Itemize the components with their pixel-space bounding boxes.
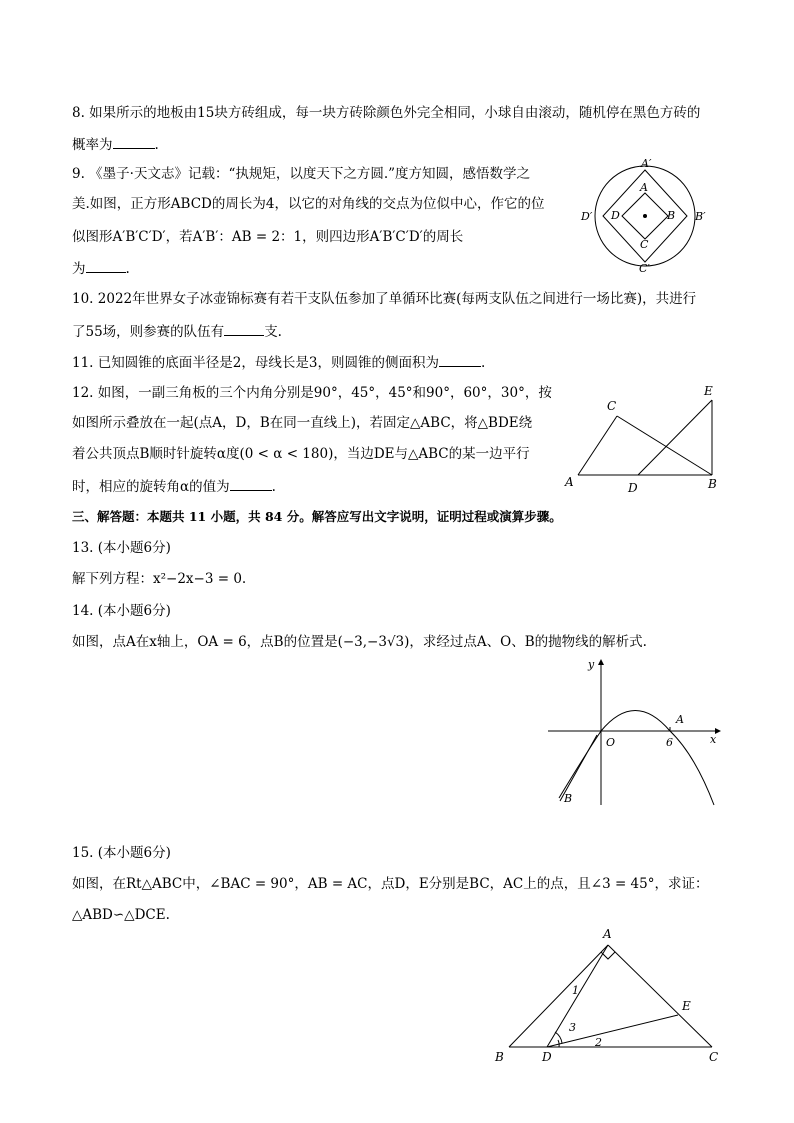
q15-line1: 如图，在Rt△ABC中，∠BAC = 90°，AB = AC，点D，E分别是BC，AC上的点，且∠3 = 45°，求证： [72, 876, 709, 892]
q12-label-d: D [628, 481, 638, 495]
q12-label-a: A [565, 475, 574, 489]
q14-label-b: B [564, 792, 573, 805]
q10-line2 [72, 321, 282, 342]
q12-line2: 如图所示叠放在一起(点A，D，B在同一直线上)，若固定△ABC，将△BDE绕 [72, 415, 533, 431]
q14-label-x: x [710, 733, 717, 746]
q15-angle-1: 1 [572, 984, 579, 997]
q15-label-b: B [495, 1050, 504, 1064]
q9-answer-blank [86, 258, 126, 273]
q9-line2: 美.如图，正方形ABCD的周长为4，以它的对角线的交点为位似中心，作它的位 [72, 196, 545, 212]
q15-label-e: E [682, 999, 691, 1013]
q12-line1: 12. 如图，一副三角板的三个内角分别是90°，45°，45°和90°，60°，30°，按 [72, 385, 552, 401]
q9-label-b: B [667, 209, 676, 222]
q10-line1: 10. 2022年世界女子冰壶锦标赛有若干支队伍参加了单循环比赛(每两支队伍之间进行一场比赛)，共进行 [72, 291, 697, 307]
q15-line2: △ABD∽△DCE. [72, 907, 170, 923]
q8-text: 概率为 [72, 137, 113, 153]
q8-line2 [72, 134, 159, 155]
q15-label-d: D [542, 1050, 552, 1064]
q14-label-y: y [588, 658, 595, 671]
q15-header: 15. (本小题6分) [72, 845, 171, 861]
q15-figure [490, 920, 730, 1070]
q14-label-6: 6 [666, 736, 673, 749]
q8-answer-blank [113, 134, 155, 149]
q9-label-a: A [640, 181, 648, 194]
q11-answer-blank [439, 352, 481, 367]
q15-angle-2: 2 [595, 1036, 602, 1049]
q12-answer-blank [230, 476, 272, 491]
q14-body: 如图，点A在x轴上，OA = 6，点B的位置是(−3,−3√3)，求经过点A、O、B的抛物线的解析式. [72, 634, 647, 650]
q9-figure [575, 155, 715, 280]
q15-label-c: C [709, 1050, 719, 1064]
q9-label-d: D [611, 209, 620, 222]
q14-label-a: A [676, 713, 684, 726]
q12-label-e: E [704, 384, 713, 398]
q8-end: . [154, 137, 159, 153]
q9-label-c-prime: C′ [639, 262, 650, 275]
q12-figure [560, 378, 730, 498]
q9-line3: 似图形A′B′C′D′，若A′B′：AB = 2：1，则四边形A′B′C′D′的周长 [72, 229, 464, 245]
q15-angle-3: 3 [569, 1021, 576, 1034]
q9-label-c: C [640, 238, 649, 251]
q9-label-a-prime: A′ [641, 157, 652, 170]
section-3-heading: 三、解答题：本题共 11 小题，共 84 分。解答应写出文字说明，证明过程或演算步骤。 [72, 509, 562, 524]
q9-line4 [72, 258, 130, 279]
q11-end: . [480, 355, 486, 371]
q14-figure [545, 655, 725, 807]
q11-line1 [72, 352, 485, 373]
q12-label-c: C [607, 399, 617, 413]
q12-line4 [72, 476, 276, 497]
q8-line1: 8. 如果所示的地板由15块方砖组成，每一块方砖除颜色外完全相同，小球自由滚动，随机停在黑色方砖的 [72, 105, 701, 121]
q13-body: 解下列方程：x²−2x−3 = 0. [72, 571, 247, 587]
q10-end: 支. [264, 324, 282, 340]
q12-end: . [271, 479, 276, 495]
q12-line3: 着公共顶点B顺时针旋转α度(0 < α < 180)，当边DE与△ABC的某一边平行 [72, 446, 530, 462]
q15-label-a: A [603, 927, 612, 941]
q13-header: 13. (本小题6分) [72, 540, 171, 556]
q9-label-d-prime: D′ [581, 210, 593, 223]
q9-label-b-prime: B′ [695, 210, 706, 223]
q11-text: 11. 已知圆锥的底面半径是2，母线长是3，则圆锥的侧面积为 [72, 355, 439, 371]
q9-line1: 9. 《墨子·天文志》记载：“执规矩，以度天下之方圆.”度方知圆，感悟数学之 [72, 166, 531, 182]
q9-text: 为 [72, 261, 86, 277]
q14-header: 14. (本小题6分) [72, 603, 171, 619]
q14-label-o: O [606, 736, 616, 749]
q12-text: 时，相应的旋转角α的值为 [72, 479, 230, 495]
q9-end: . [125, 261, 130, 277]
q10-text: 了55场，则参赛的队伍有 [72, 324, 225, 340]
q12-label-b: B [708, 477, 717, 491]
q10-answer-blank [224, 321, 264, 336]
